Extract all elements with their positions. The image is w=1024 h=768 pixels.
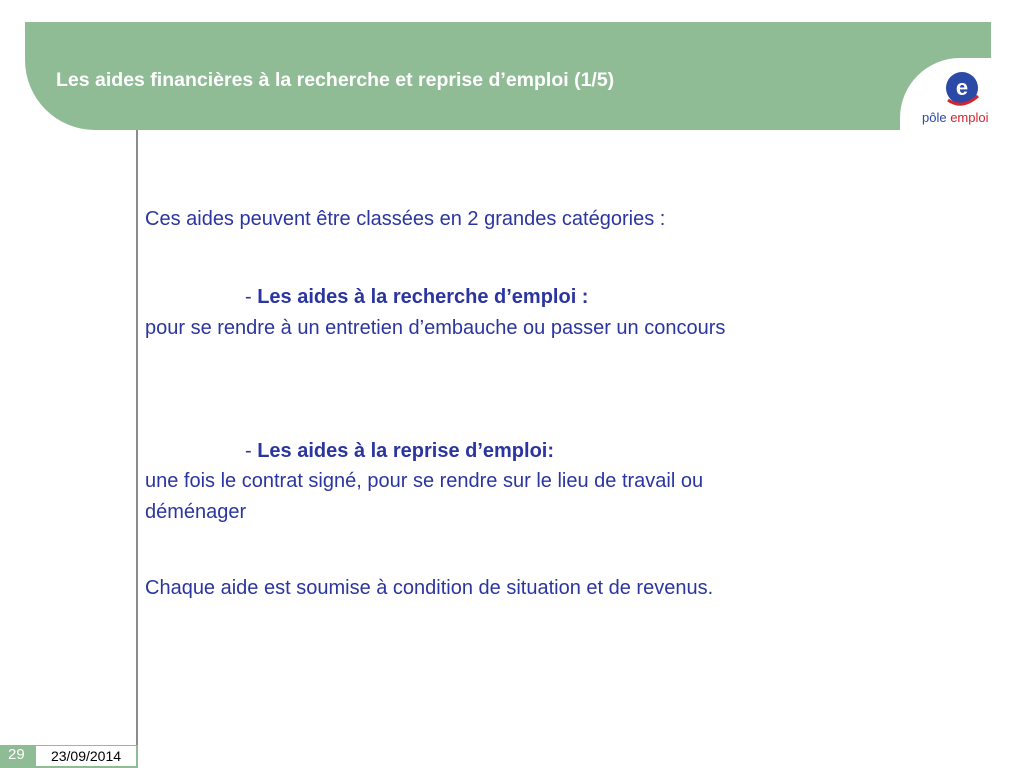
category-1-title: Les aides à la recherche d’emploi : (257, 286, 589, 308)
category-2-title: Les aides à la reprise d’emploi: (257, 440, 555, 462)
conclusion-text: Chaque aide est soumise à condition de situation et de revenus. (145, 577, 714, 599)
logo-label: pôle emploi (922, 110, 989, 125)
category-2-heading (245, 440, 554, 463)
category-1-description: pour se rendre à un entretien d’embauche ou passer un concours (145, 317, 726, 339)
slide-title: Les aides financières à la recherche et reprise d’emploi (1/5) (56, 69, 615, 91)
category-1-heading (245, 286, 588, 309)
category-2-description-line1: une fois le contrat signé, pour se rendre sur le lieu de travail ou (145, 470, 704, 492)
svg-text:e: e (955, 75, 969, 100)
intro-text: Ces aides peuvent être classées en 2 grandes catégories : (145, 208, 666, 230)
category-1-dash: - (245, 286, 258, 308)
vertical-divider (136, 130, 138, 745)
category-2-dash: - (245, 440, 258, 462)
page-number: 29 (8, 746, 25, 763)
slide-date: 23/09/2014 (36, 746, 136, 766)
category-2-description-line2: déménager (145, 501, 247, 523)
